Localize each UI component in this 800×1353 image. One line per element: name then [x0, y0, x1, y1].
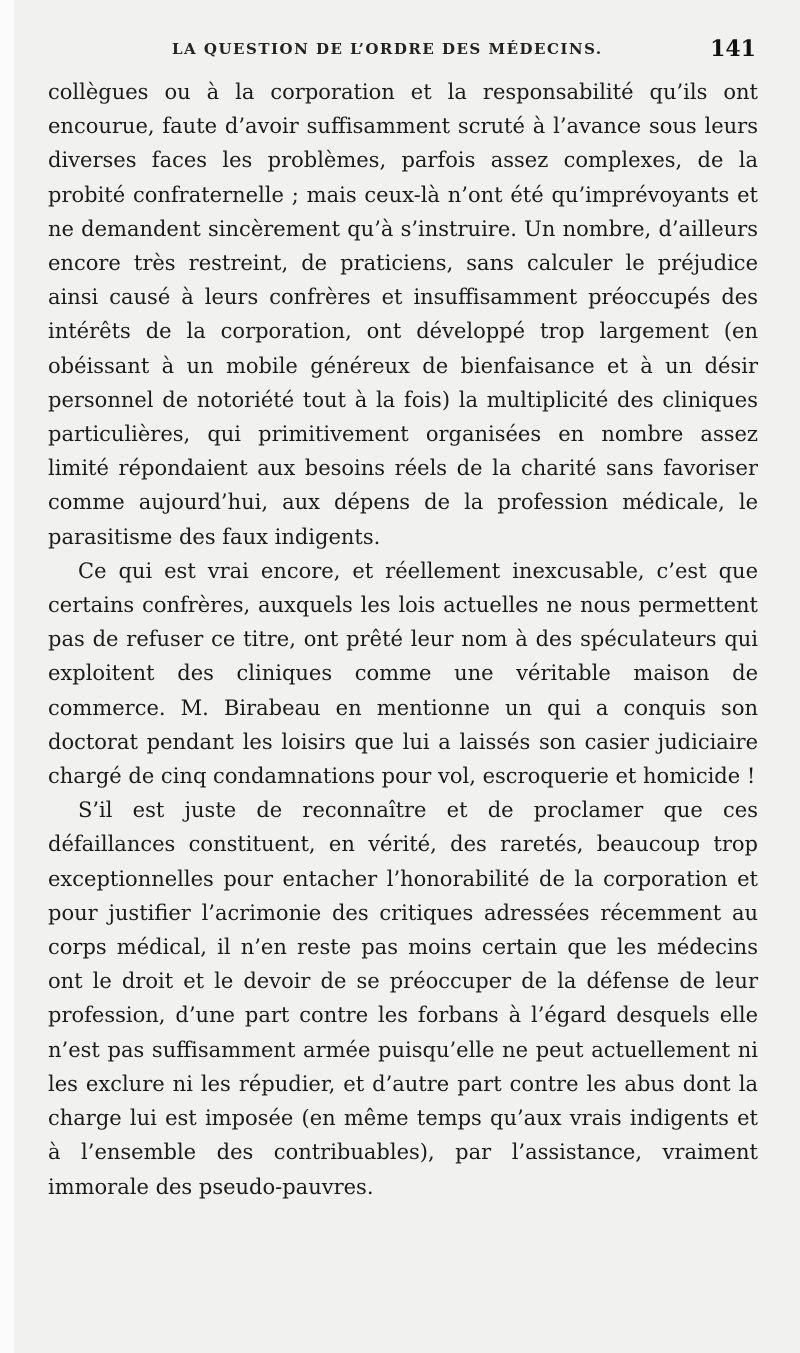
paragraph: Ce qui est vrai encore, et réellement inexcusable, c’est que certains confrères, auxquels les lois actuelles ne nous permettent pas de refuser ce titre, ont prêté leur nom à des spéculateurs qui exploitent des cliniques comme une véritable maison de commerce. M. Birabeau en mentionne un qui a conquis son doctorat pendant les loisirs que lui a laissés son casier judiciaire chargé de cinq condamnations pour vol, escroquerie et homicide ! — [48, 558, 758, 789]
body-text — [48, 75, 758, 1204]
paragraph: S’il est juste de reconnaître et de proclamer que ces défaillances constituent, en vérité, des raretés, beaucoup trop exceptionnelles pour entacher l’honorabilité de la corporation et pour justifier l’acrimonie des critiques adressées récemment au corps médical, il n’en reste pas moins certain que les médecins ont le droit et le devoir de se préoccuper de la défense de leur profession, d’une part contre les forbans à l’égard desquels elle n’est pas suffisamment armée puisqu’elle ne peut actuellement ni les exclure ni les répudier, et d’autre part contre les abus dont la charge lui est imposée (en même temps qu’aux vrais indigents et à l’ensemble des contribuables), par l’assistance, vraiment immorale des pseudo-pauvres. — [48, 798, 758, 1199]
paragraph-continuation: collègues ou à la corporation et la responsabilité qu’ils ont encourue, faute d’avoir suffisamment scruté à l’avance sous leurs diverses faces les problèmes, parfois assez complexes, de la probité confraternelle ; mais ceux-là n’ont été qu’imprévoyants et ne demandent sincèrement qu’à s’instruire. Un nombre, d’ailleurs encore très restreint, de praticiens, sans calculer le préjudice ainsi causé à leurs confrères et insuffisamment préoccupés des intérêts de la corporation, ont développé trop largement (en obéissant à un mobile généreux de bienfaisance et à un désir personnel de notoriété tout à la fois) la multiplicité des cliniques particulières, qui primitivement organisées en nombre assez limité répondaient aux besoins réels de la charité sans favoriser comme aujourd’hui, aux dépens de la profession médicale, le parasitisme des faux indigents. — [48, 80, 758, 549]
running-head: LA QUESTION DE L’ORDRE DES MÉDECINS. — [172, 40, 603, 58]
page-header — [48, 36, 760, 68]
page-number: 141 — [710, 36, 756, 62]
page-edge — [0, 0, 14, 1353]
